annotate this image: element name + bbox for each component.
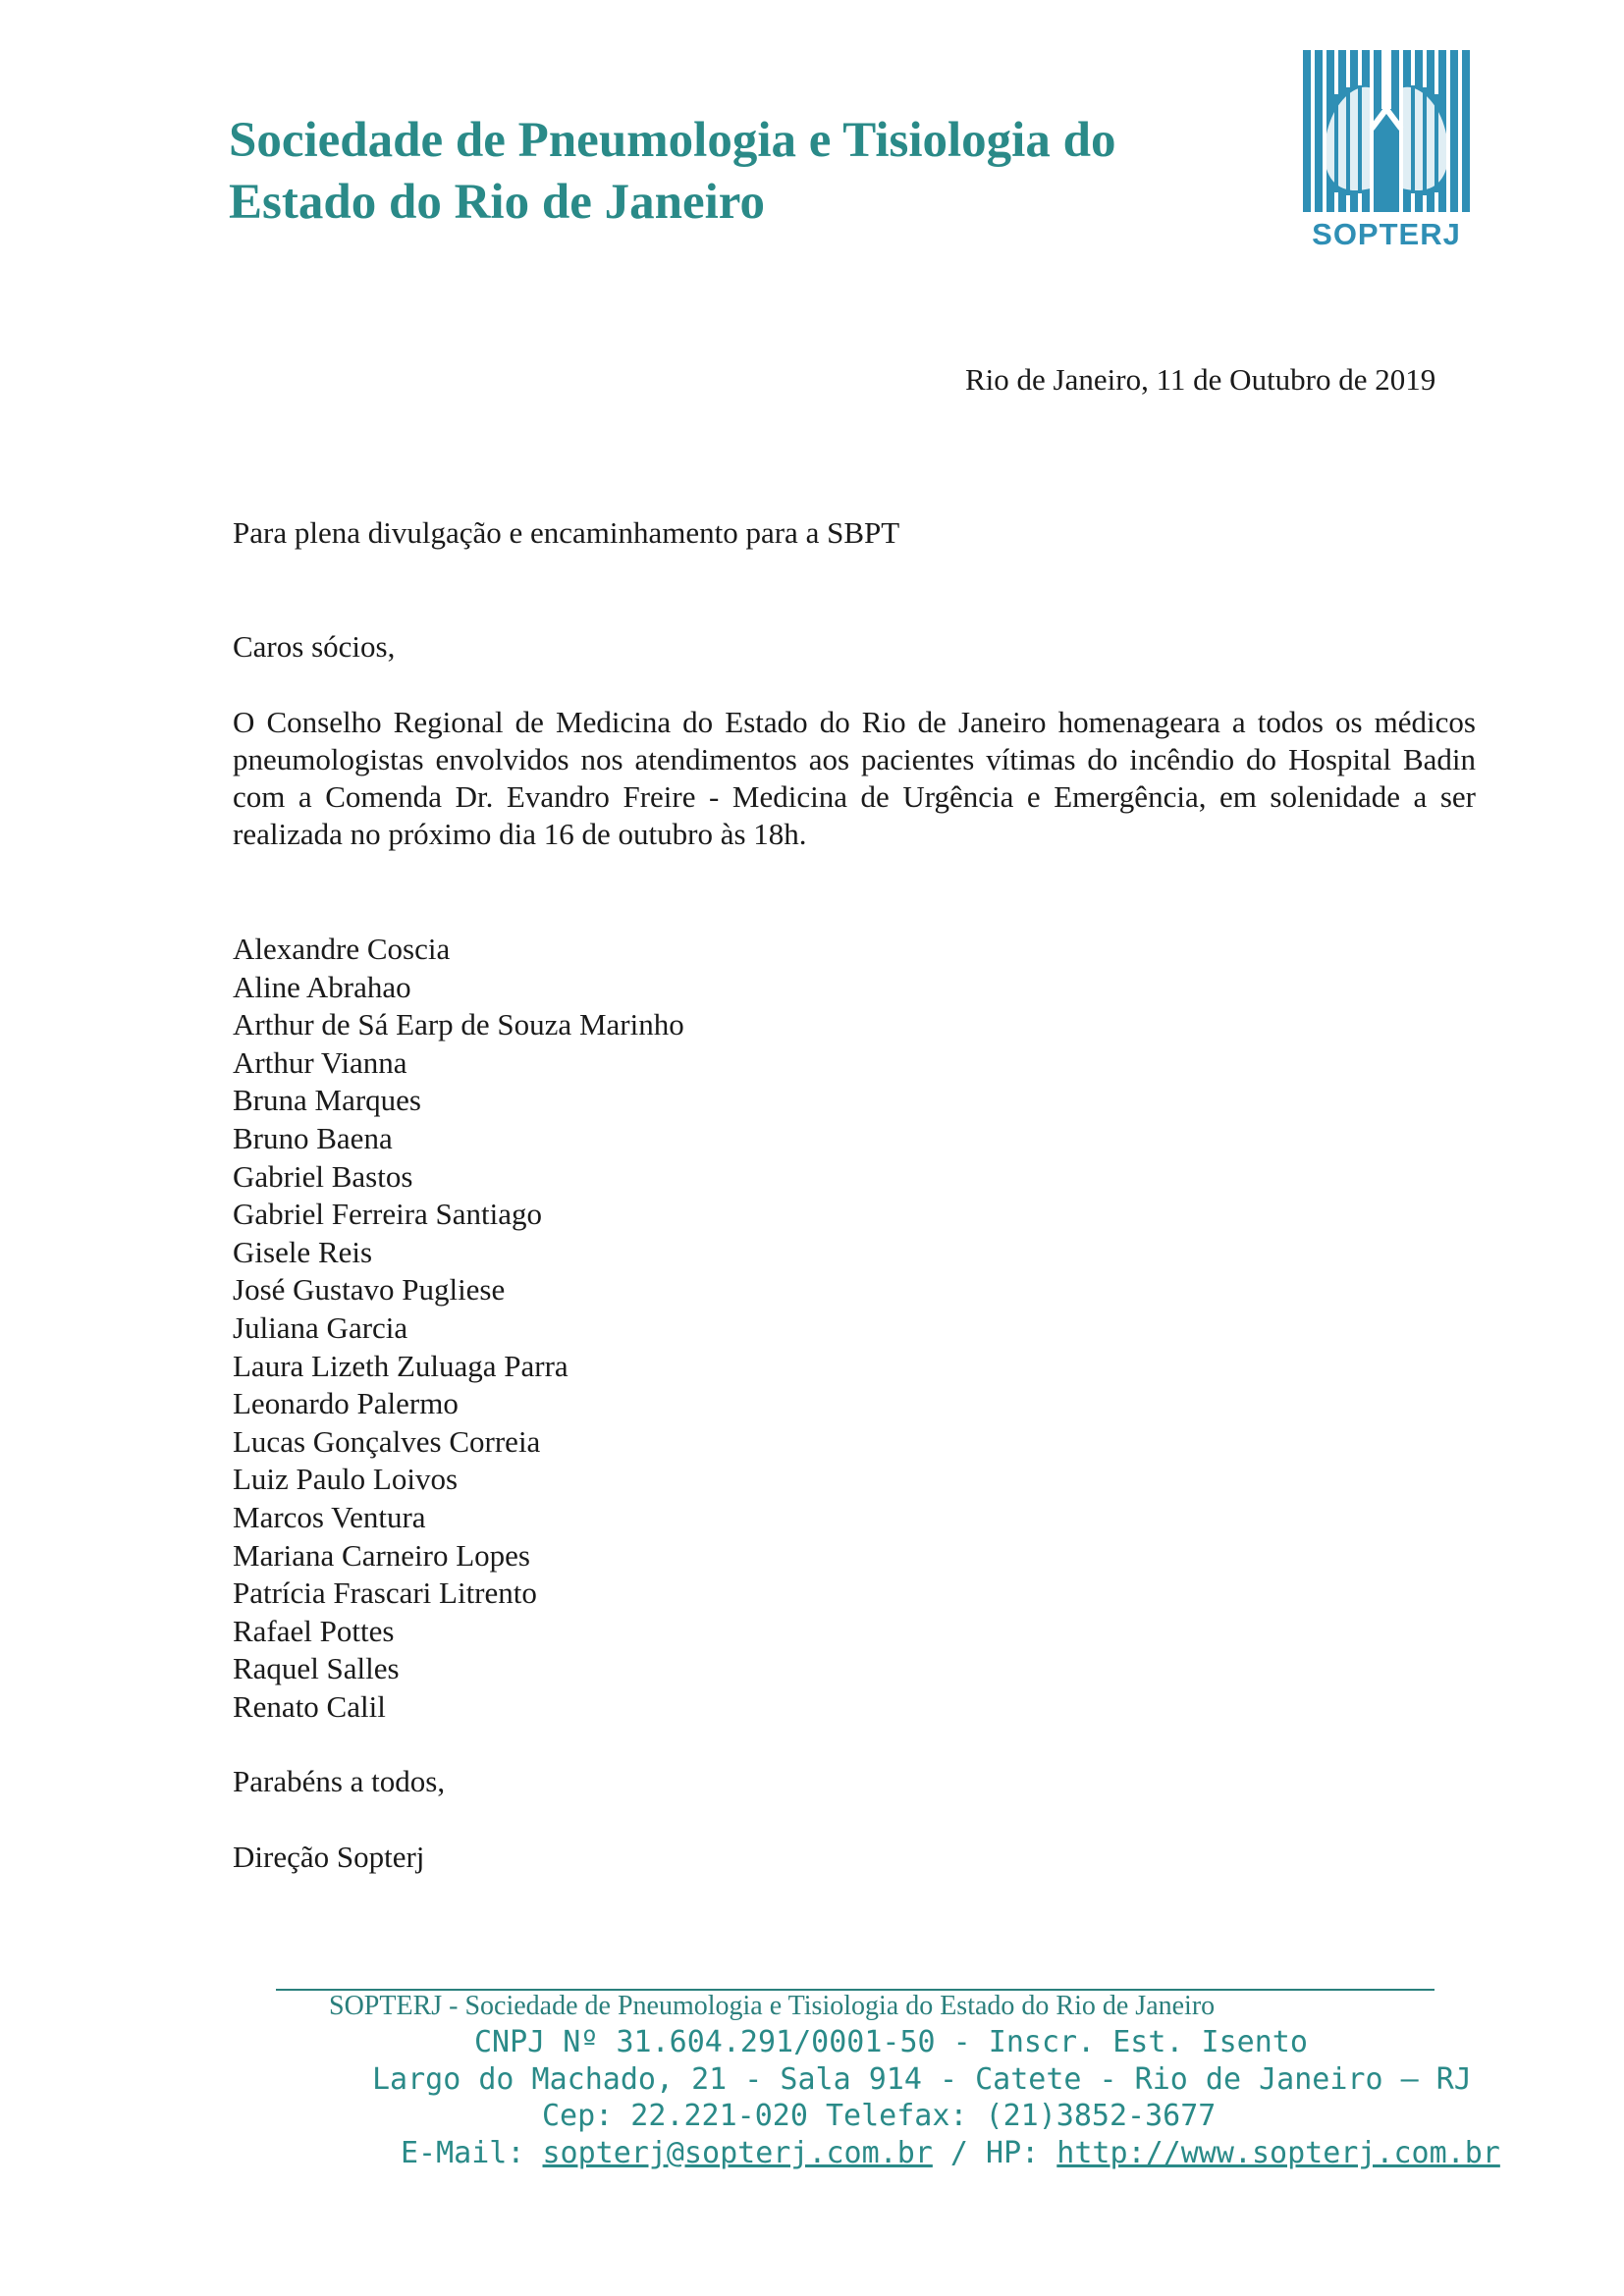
list-item: Laura Lizeth Zuluaga Parra: [233, 1348, 568, 1383]
letter-signature: Direção Sopterj: [233, 1840, 425, 1874]
logo-text: SOPTERJ: [1312, 217, 1461, 251]
letter-body: O Conselho Regional de Medicina do Estado do Rio de Janeiro homenageara a todos os médicos pneumologistas envolvidos nos atendimentos aos pacientes vítimas do incêndio do Hospital Badin com a Comenda Dr. Evandro Freire - Medicina de Urgência e Emergência, em solenidade a ser realizada no próximo dia 16 de outubro às 18h.: [233, 705, 1476, 851]
footer-cnpj: CNPJ Nº 31.604.291/0001-50 - Inscr. Est. Isento: [474, 2025, 1308, 2059]
letter-closing: Parabéns a todos,: [233, 1764, 446, 1798]
list-item: Mariana Carneiro Lopes: [233, 1537, 530, 1573]
list-item: Marcos Ventura: [233, 1499, 426, 1534]
list-item: Gabriel Ferreira Santiago: [233, 1197, 543, 1232]
footer-phone: Cep: 22.221-020 Telefax: (21)3852-3677: [542, 2099, 1217, 2133]
list-item: Alexandre Coscia: [233, 932, 451, 966]
footer-address: Largo do Machado, 21 - Sala 914 - Catete - Rio de Janeiro – RJ: [372, 2062, 1472, 2097]
list-item: Juliana Garcia: [233, 1309, 408, 1345]
letter-subject: Para plena divulgação e encaminhamento para a SBPT: [233, 515, 900, 550]
list-item: Arthur de Sá Earp de Souza Marinho: [233, 1007, 684, 1042]
list-item: Arthur Vianna: [233, 1044, 407, 1080]
list-item: Lucas Gonçalves Correia: [233, 1423, 541, 1459]
list-item: Bruna Marques: [233, 1083, 421, 1118]
list-item: Gisele Reis: [233, 1234, 373, 1269]
list-item: Renato Calil: [233, 1688, 386, 1724]
letter-date: Rio de Janeiro, 11 de Outubro de 2019: [965, 362, 1436, 397]
organization-title-line-1: Sociedade de Pneumologia e Tisiologia do: [229, 113, 1116, 168]
list-item: Aline Abrahao: [233, 969, 411, 1004]
email-label: E-Mail:: [401, 2136, 543, 2170]
homepage-label: / HP:: [932, 2136, 1057, 2170]
list-item: Leonardo Palermo: [233, 1386, 459, 1421]
email-link[interactable]: sopterj@sopterj.com.br: [542, 2136, 933, 2170]
list-item: Patrícia Frascari Litrento: [233, 1575, 537, 1611]
letter-greeting: Caros sócios,: [233, 629, 396, 664]
list-item: Bruno Baena: [233, 1120, 393, 1155]
website-link[interactable]: http://www.sopterj.com.br: [1056, 2136, 1500, 2170]
footer-organization: SOPTERJ - Sociedade de Pneumologia e Tisiologia do Estado do Rio de Janeiro: [329, 1991, 1216, 2021]
sopterj-logo: [1303, 50, 1470, 253]
organization-title: [229, 110, 1115, 234]
list-item: Luiz Paulo Loivos: [233, 1462, 459, 1497]
footer-contact: [401, 2135, 1500, 2171]
organization-title-line-2: Estado do Rio de Janeiro: [229, 175, 765, 230]
list-item: Gabriel Bastos: [233, 1158, 413, 1194]
honorees-list: [233, 931, 684, 1726]
lungs-logo-icon: [1303, 50, 1470, 212]
list-item: Rafael Pottes: [233, 1613, 395, 1648]
list-item: José Gustavo Pugliese: [233, 1272, 506, 1308]
list-item: Raquel Salles: [233, 1651, 400, 1686]
